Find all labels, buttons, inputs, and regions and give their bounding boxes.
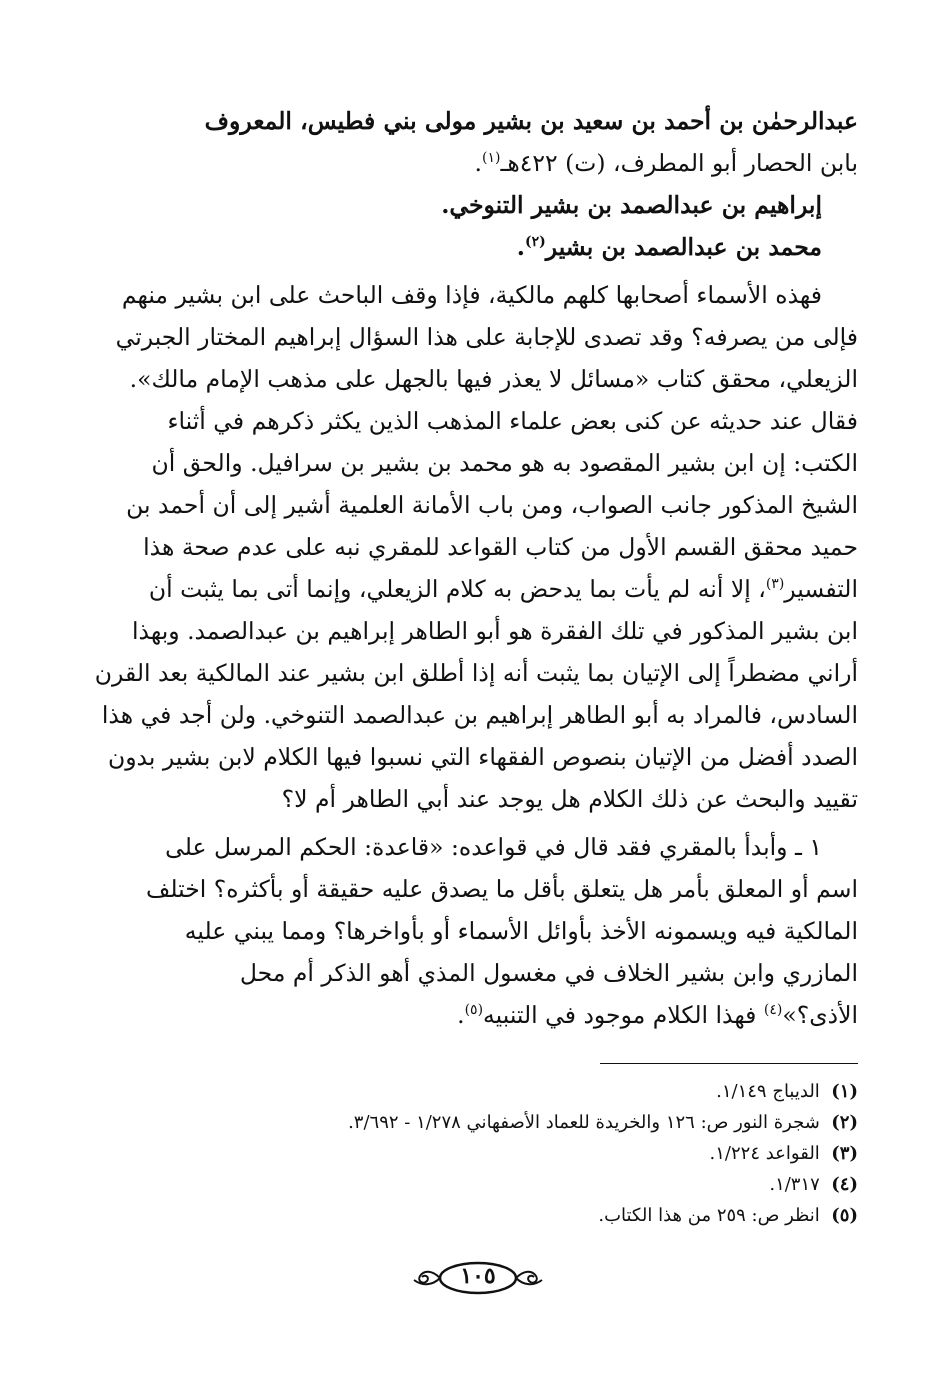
text-line: عبدالرحمٰن بن أحمد بن سعيد بن بشير مولى بني فطيس، المعروف: [204, 107, 858, 135]
text-line: ابن بشير المذكور في تلك الفقرة هو أبو الطاهر إبراهيم بن عبدالصمد. وبهذا: [132, 617, 858, 645]
text-line: اسم أو المعلق بأمر هل يتعلق بأقل ما يصدق عليه حقيقة أو بأكثره؟ اختلف: [146, 875, 858, 903]
text-line: فهذه الأسماء أصحابها كلهم مالكية، فإذا وقف الباحث على ابن بشير منهم: [121, 281, 822, 309]
footnote-text: القواعد ١/٢٢٤.: [709, 1143, 820, 1164]
text-span: التفسير: [784, 575, 858, 603]
text-span: .: [516, 233, 525, 261]
footnote-ref: (٥): [464, 1002, 484, 1019]
text-span: فهذا الكلام موجود في التنبيه: [483, 1001, 764, 1029]
name-entry-ibrahim: إبراهيم بن عبدالصمد بن بشير التنوخي.: [441, 191, 822, 219]
footnote-number: (٤): [831, 1174, 858, 1195]
text-line: فقال عند حديثه عن كنى بعض علماء المذهب الذين يكثر ذكرهم في أثناء: [167, 407, 858, 435]
footnote-item: [78, 1076, 858, 1107]
text-span: محمد بن عبدالصمد بن بشير: [545, 233, 822, 261]
footnote-ref: (٣): [765, 576, 785, 593]
text-line: حميد محقق القسم الأول من كتاب القواعد للمقري نبه على عدم صحة هذا: [143, 533, 858, 561]
footnote-ref: (٢): [524, 234, 546, 251]
text-line: المازري وابن بشير الخلاف في مغسول المذي أهو الذكر أم محل: [239, 959, 858, 987]
text-line: الصدد أفضل من الإتيان بنصوص الفقهاء التي نسبوا فيها الكلام لابن بشير بدون: [107, 743, 858, 771]
text-line: فإلى من يصرفه؟ وقد تصدى للإجابة على هذا السؤال إبراهيم المختار الجبرتي: [115, 323, 858, 351]
footnote-separator: [600, 1063, 858, 1064]
footnote-number: (١): [831, 1081, 858, 1102]
footnote-ref: (٤): [763, 1002, 783, 1019]
text-line: الكتب: إن ابن بشير المقصود به هو محمد بن بشير بن سرافيل. والحق أن: [151, 449, 858, 477]
footnote-text: الديباج ١/١٤٩.: [716, 1081, 820, 1102]
text-line: [78, 994, 858, 1036]
page-number-ornament: [408, 1258, 548, 1298]
text-line: ١ ـ وأبدأ بالمقري فقد قال في قواعده: «قاعدة: الحكم المرسل على: [165, 833, 822, 861]
text-span: .: [457, 1001, 465, 1029]
footnote-number: (٣): [831, 1143, 858, 1164]
footnotes: [78, 1076, 858, 1231]
paragraph-2: [78, 274, 858, 820]
main-text: [78, 100, 858, 1036]
footnote-number: (٢): [831, 1112, 858, 1133]
footnote-ref: (١): [482, 150, 501, 167]
text-line: أراني مضطراً إلى الإتيان بما يثبت أنه إذا أطلق ابن بشير عند المالكية بعد القرن: [94, 659, 858, 687]
text-span: .: [474, 149, 483, 177]
text-span: ، إلا أنه لم يأت بما يدحض به كلام الزيعلي، وإنما أتى بما يثبت أن: [148, 575, 766, 603]
name-entry-muhammad: [78, 226, 858, 268]
footnote-item: [78, 1138, 858, 1169]
footnote-text: شجرة النور ص: ١٢٦ والخريدة للعماد الأصفهاني ١/٢٧٨ - ٣/٦٩٢.: [348, 1112, 820, 1133]
text-line: السادس، فالمراد به أبو الطاهر إبراهيم بن عبدالصمد التنوخي. ولن أجد في هذا: [101, 701, 858, 729]
paragraph-3: [78, 826, 858, 1036]
text-line: الشيخ المذكور جانب الصواب، ومن باب الأمانة العلمية أشير إلى أن أحمد بن: [126, 491, 858, 519]
text-line: المالكية فيه ويسمونه الأخذ بأوائل الأسماء أو بأواخرها؟ ومما يبني عليه: [184, 917, 858, 945]
text-line: [78, 568, 858, 610]
text-line: الزيعلي، محقق كتاب «مسائل لا يعذر فيها بالجهل على مذهب الإمام مالك».: [129, 365, 858, 393]
footnote-number: (٥): [831, 1205, 858, 1226]
page-number: ١٠٥: [460, 1263, 496, 1289]
footnote-item: [78, 1107, 858, 1138]
footnote-text: انظر ص: ٢٥٩ من هذا الكتاب.: [598, 1205, 820, 1226]
text-line: [78, 142, 858, 184]
text-span: بابن الحصار أبو المطرف، (ت) ٤٢٢هـ: [500, 149, 858, 177]
text-line: تقييد والبحث عن ذلك الكلام هل يوجد عند أبي الطاهر أم لا؟: [281, 785, 858, 813]
footnote-text: ١/٣١٧.: [769, 1174, 820, 1195]
text-span: الأذى؟»: [782, 1001, 858, 1029]
footnote-item: [78, 1200, 858, 1231]
footnote-item: [78, 1169, 858, 1200]
paragraph-1: [78, 100, 858, 184]
